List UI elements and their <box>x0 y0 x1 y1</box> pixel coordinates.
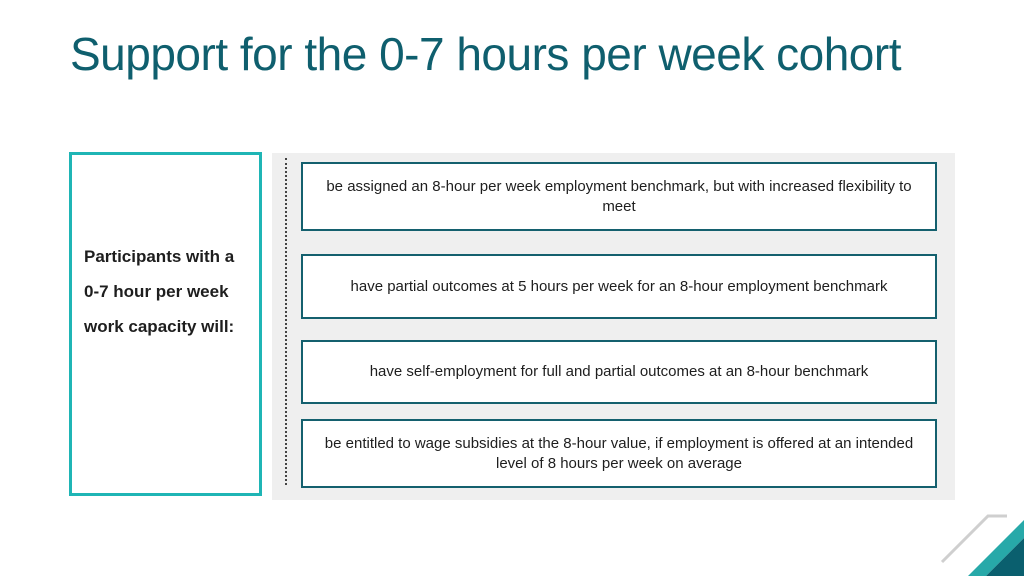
outcome-item-benchmark <box>301 162 937 231</box>
outcome-item-text: be entitled to wage subsidies at the 8-hour value, if employment is offered at an intended level of 8 hours per week on average <box>324 434 914 472</box>
outcome-item-text: be assigned an 8-hour per week employment benchmark, but with increased flexibility to meet <box>326 177 912 215</box>
outcome-item-wage-subsidies <box>301 419 937 488</box>
outcome-item-text: have self-employment for full and partial outcomes at an 8-hour benchmark <box>369 363 869 380</box>
corner-decoration <box>914 496 1024 576</box>
outcome-item-text: have partial outcomes at 5 hours per week for an 8-hour employment benchmark <box>350 277 888 295</box>
intro-box <box>69 152 262 496</box>
outcome-item-self-employment <box>301 340 937 404</box>
dotted-connector-line <box>285 158 287 485</box>
slide-title: Support for the 0-7 hours per week cohort <box>70 28 901 80</box>
intro-text: Participants with a 0-7 hour per week work capacity will: <box>84 247 235 336</box>
outcome-item-partial-outcomes <box>301 254 937 319</box>
